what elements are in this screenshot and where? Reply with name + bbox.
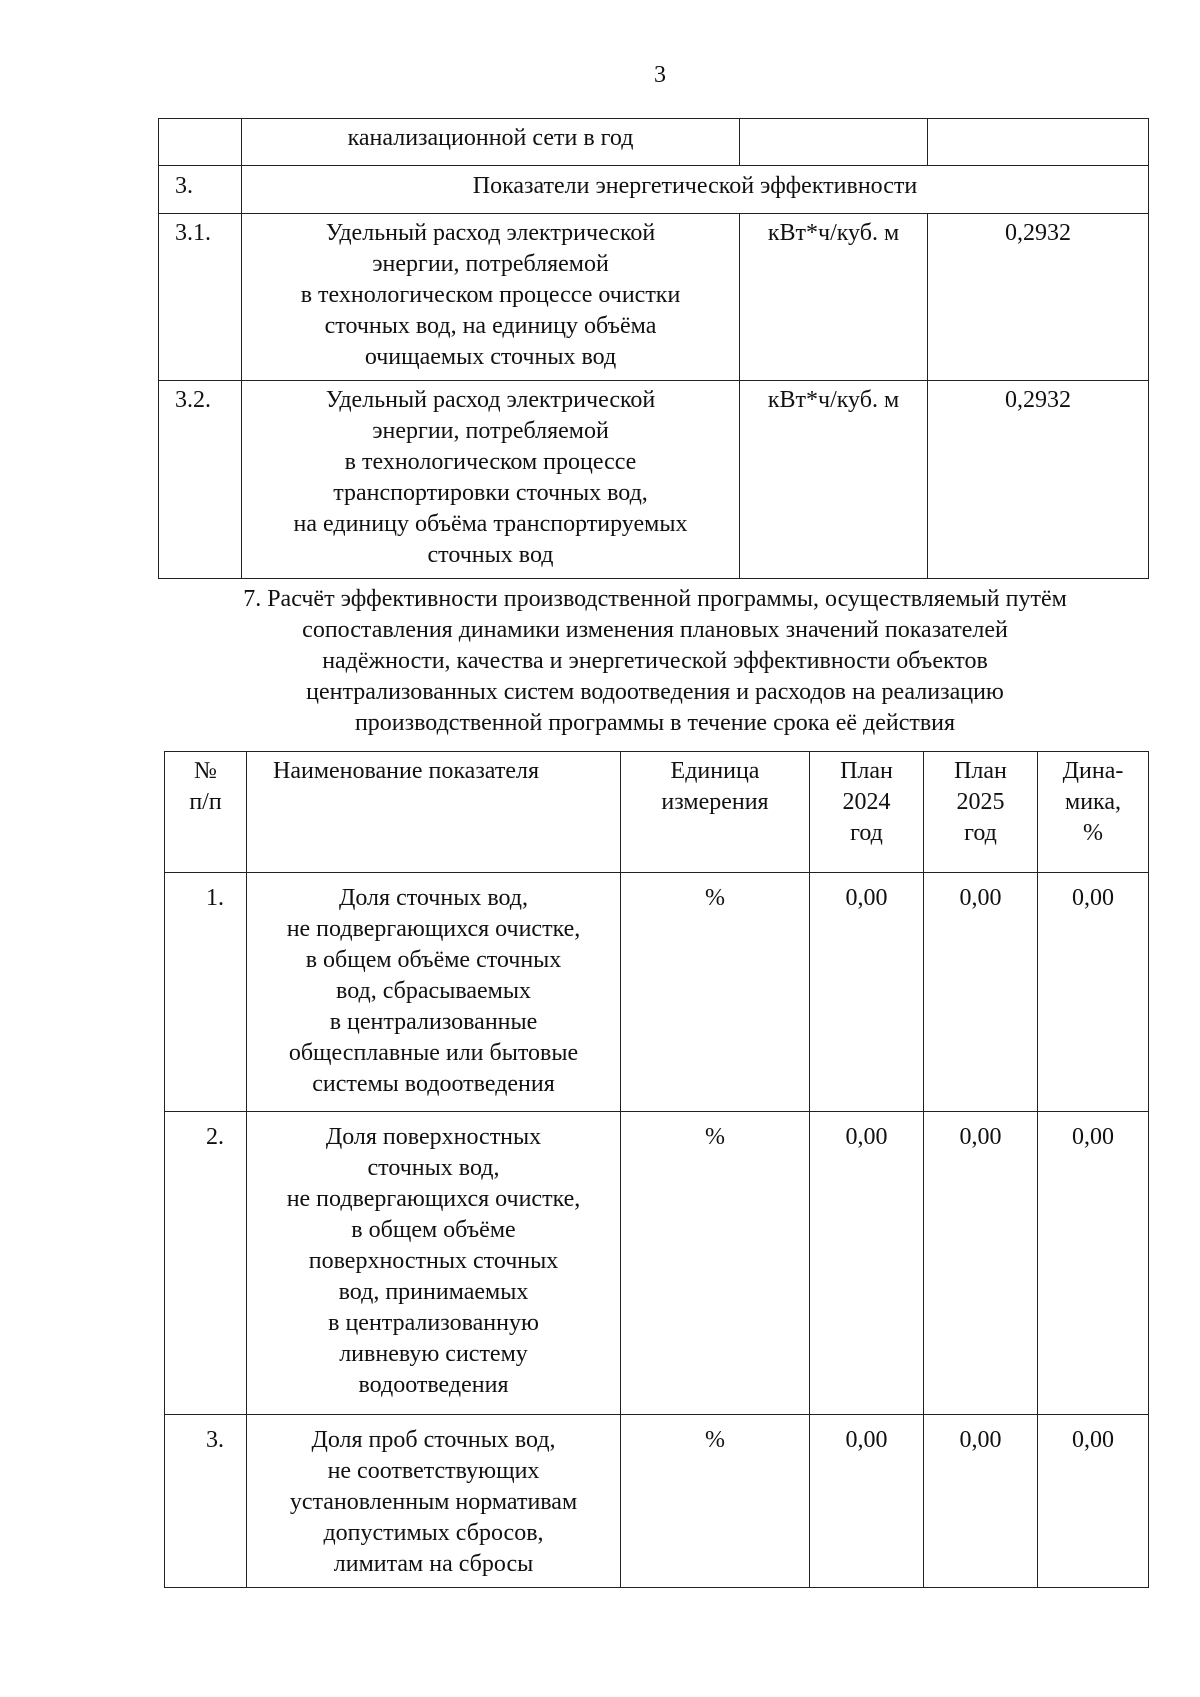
cell-unit: кВт*ч/куб. м xyxy=(740,214,928,381)
cell-name xyxy=(242,381,740,579)
cell-plan-2025: 0,00 xyxy=(924,1415,1038,1588)
cell-value: 0,2932 xyxy=(928,381,1149,579)
name-line: не подвергающихся очистке, xyxy=(286,916,581,942)
name-line: допустимых сбросов, xyxy=(323,1520,544,1546)
title-line: производственной программы в течение срока её действия xyxy=(354,710,956,736)
cell-dynamics: 0,00 xyxy=(1038,1112,1149,1415)
cell-name xyxy=(242,214,740,381)
energy-efficiency-table xyxy=(158,118,1149,579)
name-line: Удельный расход электрической xyxy=(325,387,656,413)
cell-plan-2024: 0,00 xyxy=(810,1112,924,1415)
name-line: установленным нормативам xyxy=(289,1489,578,1515)
cell-unit: кВт*ч/куб. м xyxy=(740,381,928,579)
cell-num: 2. xyxy=(165,1112,247,1415)
program-efficiency-table xyxy=(164,751,1149,1588)
name-line: водоотведения xyxy=(358,1372,509,1398)
cell-dynamics: 0,00 xyxy=(1038,873,1149,1112)
cell-dynamics: 0,00 xyxy=(1038,1415,1149,1588)
name-line: вод, принимаемых xyxy=(338,1279,529,1305)
table-row xyxy=(159,381,1149,579)
header-unit: Единица измерения xyxy=(621,752,810,873)
name-line: Доля проб сточных вод, xyxy=(311,1427,556,1453)
name-line: в технологическом процессе очистки xyxy=(300,282,681,308)
name-line: сточных вод, на единицу объёма xyxy=(324,313,657,339)
table-row xyxy=(165,1112,1149,1415)
header-plan-2024: План 2024 год xyxy=(810,752,924,873)
cell-name: канализационной сети в год xyxy=(242,119,740,166)
title-line: централизованных систем водоотведения и расходов на реализацию xyxy=(306,679,1004,705)
name-line: вод, сбрасываемых xyxy=(336,978,531,1004)
cell-num: 3.1. xyxy=(159,214,242,381)
table-row xyxy=(159,214,1149,381)
cell-name xyxy=(247,1112,621,1415)
cell-name xyxy=(247,873,621,1112)
title-line: надёжности, качества и энергетической эффективности объектов xyxy=(322,648,988,674)
name-line: Доля сточных вод, xyxy=(339,885,528,911)
cell-num: 3. xyxy=(165,1415,247,1588)
cell-unit: % xyxy=(621,1415,810,1588)
name-line: ливневую систему xyxy=(339,1341,528,1367)
cell-unit xyxy=(740,119,928,166)
name-line: в централизованные xyxy=(329,1009,538,1035)
name-line: сточных вод, xyxy=(367,1155,500,1181)
cell-name xyxy=(247,1415,621,1588)
header-dynamics: Дина- мика, % xyxy=(1038,752,1149,873)
header-num: № п/п xyxy=(165,752,247,873)
section-title: Показатели энергетической эффективности xyxy=(242,166,1149,214)
cell-num xyxy=(159,119,242,166)
cell-value: 0,2932 xyxy=(928,214,1149,381)
name-line: в общем объёме xyxy=(351,1217,516,1243)
name-line: в централизованную xyxy=(328,1310,539,1336)
name-line: Доля поверхностных xyxy=(325,1124,542,1150)
cell-value xyxy=(928,119,1149,166)
title-line: сопоставления динамики изменения плановых значений показателей xyxy=(302,617,1008,643)
section-7-title xyxy=(160,584,1150,739)
page-number: 3 xyxy=(654,62,666,88)
name-line: поверхностных сточных xyxy=(308,1248,559,1274)
name-line: лимитам на сбросы xyxy=(333,1551,534,1577)
cell-num: 1. xyxy=(165,873,247,1112)
name-line: энергии, потребляемой xyxy=(372,251,609,277)
section-row xyxy=(159,166,1149,214)
table-row xyxy=(159,119,1149,166)
name-line: системы водоотведения xyxy=(312,1071,555,1097)
name-line: в технологическом процессе xyxy=(344,449,637,475)
cell-plan-2025: 0,00 xyxy=(924,873,1038,1112)
name-line: не соответствующих xyxy=(327,1458,540,1484)
header-name: Наименование показателя xyxy=(247,752,621,873)
name-line: сточных вод xyxy=(427,542,554,568)
name-line: Удельный расход электрической xyxy=(325,220,656,246)
section-num: 3. xyxy=(159,166,242,214)
header-plan-2025: План 2025 год xyxy=(924,752,1038,873)
name-line: очищаемых сточных вод xyxy=(364,344,617,370)
table-row xyxy=(165,1415,1149,1588)
name-line: общесплавные или бытовые xyxy=(288,1040,579,1066)
title-line: 7. Расчёт эффективности производственной программы, осуществляемый путём xyxy=(243,586,1067,612)
cell-num: 3.2. xyxy=(159,381,242,579)
cell-plan-2024: 0,00 xyxy=(810,1415,924,1588)
name-line: в общем объёме сточных xyxy=(305,947,562,973)
cell-plan-2025: 0,00 xyxy=(924,1112,1038,1415)
name-line: на единицу объёма транспортируемых xyxy=(293,511,688,537)
cell-unit: % xyxy=(621,873,810,1112)
name-line: не подвергающихся очистке, xyxy=(286,1186,581,1212)
cell-plan-2024: 0,00 xyxy=(810,873,924,1112)
header-row xyxy=(165,752,1149,873)
name-line: транспортировки сточных вод, xyxy=(333,480,648,506)
table-row xyxy=(165,873,1149,1112)
cell-unit: % xyxy=(621,1112,810,1415)
name-line: энергии, потребляемой xyxy=(372,418,609,444)
